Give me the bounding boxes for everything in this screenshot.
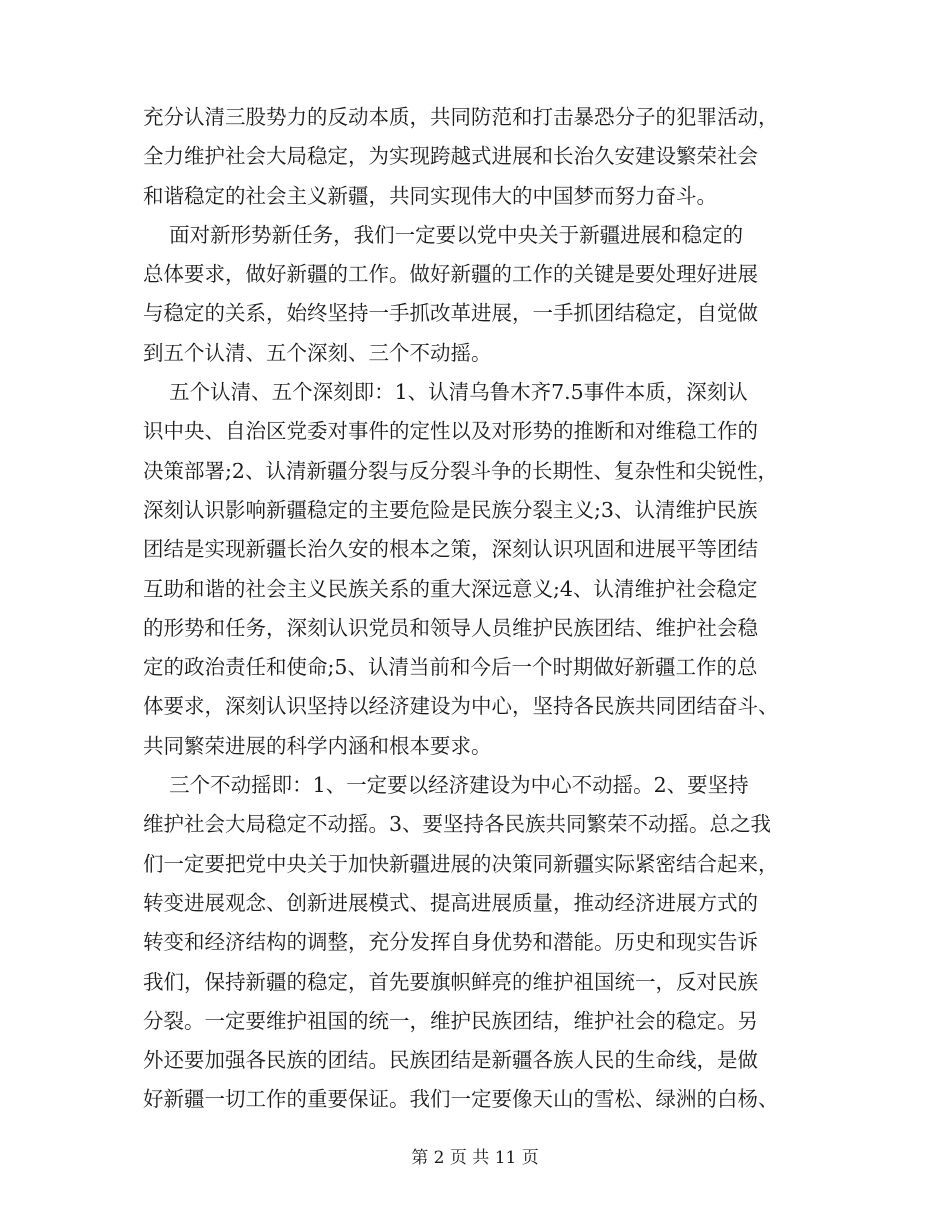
- text-line: 体要求，深刻认识坚持以经济建设为中心，坚持各民族共同团结奋斗、: [143, 694, 779, 719]
- text-line: 分裂。一定要维护祖国的统一，维护民族团结，维护社会的稳定。另: [143, 1008, 758, 1033]
- text-line: 识中央、自治区党委对事件的定性以及对形势的推断和对维稳工作的: [143, 419, 758, 444]
- text-line: 互助和谐的社会主义民族关系的重大深远意义;4、认清维护社会稳定: [143, 576, 758, 601]
- text-line: 与稳定的关系，始终坚持一手抓改革进展，一手抓团结稳定，自觉做: [143, 301, 758, 326]
- text-line: 决策部署;2、认清新疆分裂与反分裂斗争的长期性、复杂性和尖锐性，: [143, 458, 778, 483]
- text-line: 五个认清、五个深刻即：1、认清乌鲁木齐7.5事件本质，深刻认: [143, 380, 748, 405]
- text-line: 转变和经济结构的调整，充分发挥自身优势和潜能。历史和现实告诉: [143, 930, 758, 955]
- body-text: [143, 98, 811, 1120]
- text-line: 充分认清三股势力的反动本质，共同防范和打击暴恐分子的犯罪活动，: [143, 105, 779, 129]
- text-line: 和谐稳定的社会主义新疆，共同实现伟大的中国梦而努力奋斗。: [143, 183, 717, 208]
- text-line: 共同繁荣进展的科学内涵和根本要求。: [143, 733, 492, 758]
- text-line: 全力维护社会大局稳定，为实现跨越式进展和长治久安建设繁荣社会: [143, 144, 758, 169]
- text-line: 面对新形势新任务，我们一定要以党中央关于新疆进展和稳定的: [143, 222, 744, 247]
- text-line: 深刻认识影响新疆稳定的主要危险是民族分裂主义;3、认清维护民族: [143, 497, 758, 522]
- text-line: 们一定要把党中央关于加快新疆进展的决策同新疆实际紧密结合起来，: [143, 851, 779, 876]
- page-number-footer: 第 2 页 共 11 页: [411, 1148, 539, 1168]
- text-line: 好新疆一切工作的重要保证。我们一定要像天山的雪松、绿洲的白杨、: [143, 1087, 779, 1112]
- text-line: 定的政治责任和使命;5、认清当前和今后一个时期做好新疆工作的总: [143, 655, 758, 680]
- text-line: 团结是实现新疆长治久安的根本之策，深刻认识巩固和进展平等团结: [143, 537, 758, 562]
- text-line: 我们，保持新疆的稳定，首先要旗帜鲜亮的维护祖国统一，反对民族: [143, 969, 758, 994]
- text-line: 三个不动摇即：1、一定要以经济建设为中心不动摇。2、要坚持: [143, 773, 749, 798]
- text-line: 到五个认清、五个深刻、三个不动摇。: [143, 340, 492, 365]
- text-line: 外还要加强各民族的团结。民族团结是新疆各族人民的生命线，是做: [143, 1048, 758, 1073]
- text-line: 转变进展观念、创新进展模式、提高进展质量，推动经济进展方式的: [143, 890, 758, 915]
- text-line: 的形势和任务，深刻认识党员和领导人员维护民族团结、维护社会稳: [143, 615, 758, 640]
- text-line: 维护社会大局稳定不动摇。3、要坚持各民族共同繁荣不动摇。总之我: [143, 812, 772, 837]
- text-line: 总体要求，做好新疆的工作。做好新疆的工作的关键是要处理好进展: [143, 262, 758, 287]
